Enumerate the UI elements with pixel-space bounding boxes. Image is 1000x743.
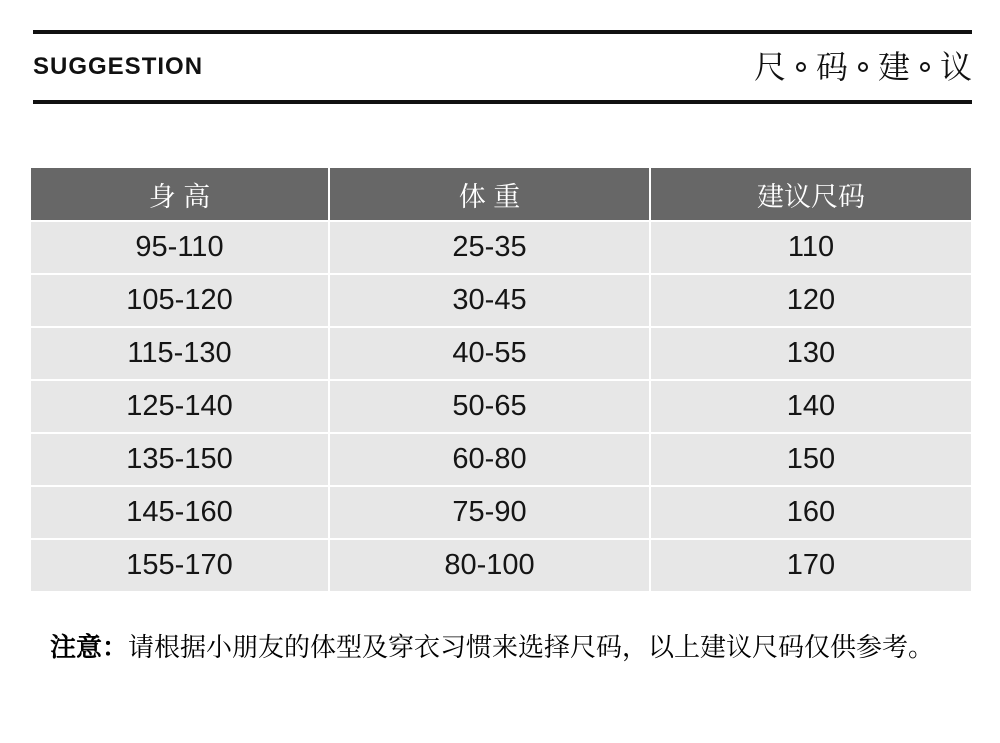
circle-separator-icon (858, 62, 868, 72)
note (50, 630, 960, 665)
header-title-cn (754, 51, 972, 83)
size-cell: 160 (786, 496, 836, 528)
weight-cell: 50-65 (330, 381, 651, 432)
header-title-en: SUGGESTION (33, 53, 204, 80)
header-title-cn-char-4: 议 (939, 49, 972, 85)
table-row (31, 538, 971, 591)
size-cell: 130 (786, 337, 836, 369)
height-cell: 135-150 (31, 434, 330, 485)
weight-cell: 60-80 (330, 434, 651, 485)
circle-separator-icon (796, 62, 806, 72)
weight-cell: 40-55 (330, 328, 651, 379)
height-cell: 115-130 (31, 328, 330, 379)
height-cell: 95-110 (31, 222, 330, 273)
header-title-cn-char-1: 尺 (753, 49, 786, 85)
table-row (31, 432, 971, 485)
weight-cell: 25-35 (330, 222, 651, 273)
height-cell: 105-120 (31, 275, 330, 326)
table-row (31, 379, 971, 432)
circle-separator-icon (920, 62, 930, 72)
table-row (31, 273, 971, 326)
height-cell: 155-170 (31, 540, 330, 591)
weight-cell: 80-100 (330, 540, 651, 591)
weight-cell: 75-90 (330, 487, 651, 538)
size-cell: 150 (786, 443, 836, 475)
table-row (31, 485, 971, 538)
size-cell: 110 (787, 231, 835, 263)
size-cell: 170 (786, 549, 836, 581)
table-row (31, 326, 971, 379)
note-label: 注意： (50, 632, 129, 662)
column-header-suggested-size: 建议尺码 (757, 181, 865, 212)
page-header (33, 30, 972, 104)
size-table-header-row (31, 168, 971, 220)
header-title-cn-char-3: 建 (877, 49, 910, 85)
size-table (31, 168, 971, 591)
size-cell: 140 (786, 390, 836, 422)
size-cell: 120 (786, 284, 836, 316)
note-text: 请根据小朋友的体型及穿衣习惯来选择尺码，以上建议尺码仅供参考。 (128, 632, 935, 662)
weight-cell: 30-45 (330, 275, 651, 326)
height-cell: 145-160 (31, 487, 330, 538)
column-header-height: 身 高 (31, 168, 330, 220)
header-title-cn-char-2: 码 (815, 49, 848, 85)
table-row (31, 220, 971, 273)
height-cell: 125-140 (31, 381, 330, 432)
column-header-weight: 体 重 (330, 168, 651, 220)
size-suggestion-page (0, 30, 1000, 665)
